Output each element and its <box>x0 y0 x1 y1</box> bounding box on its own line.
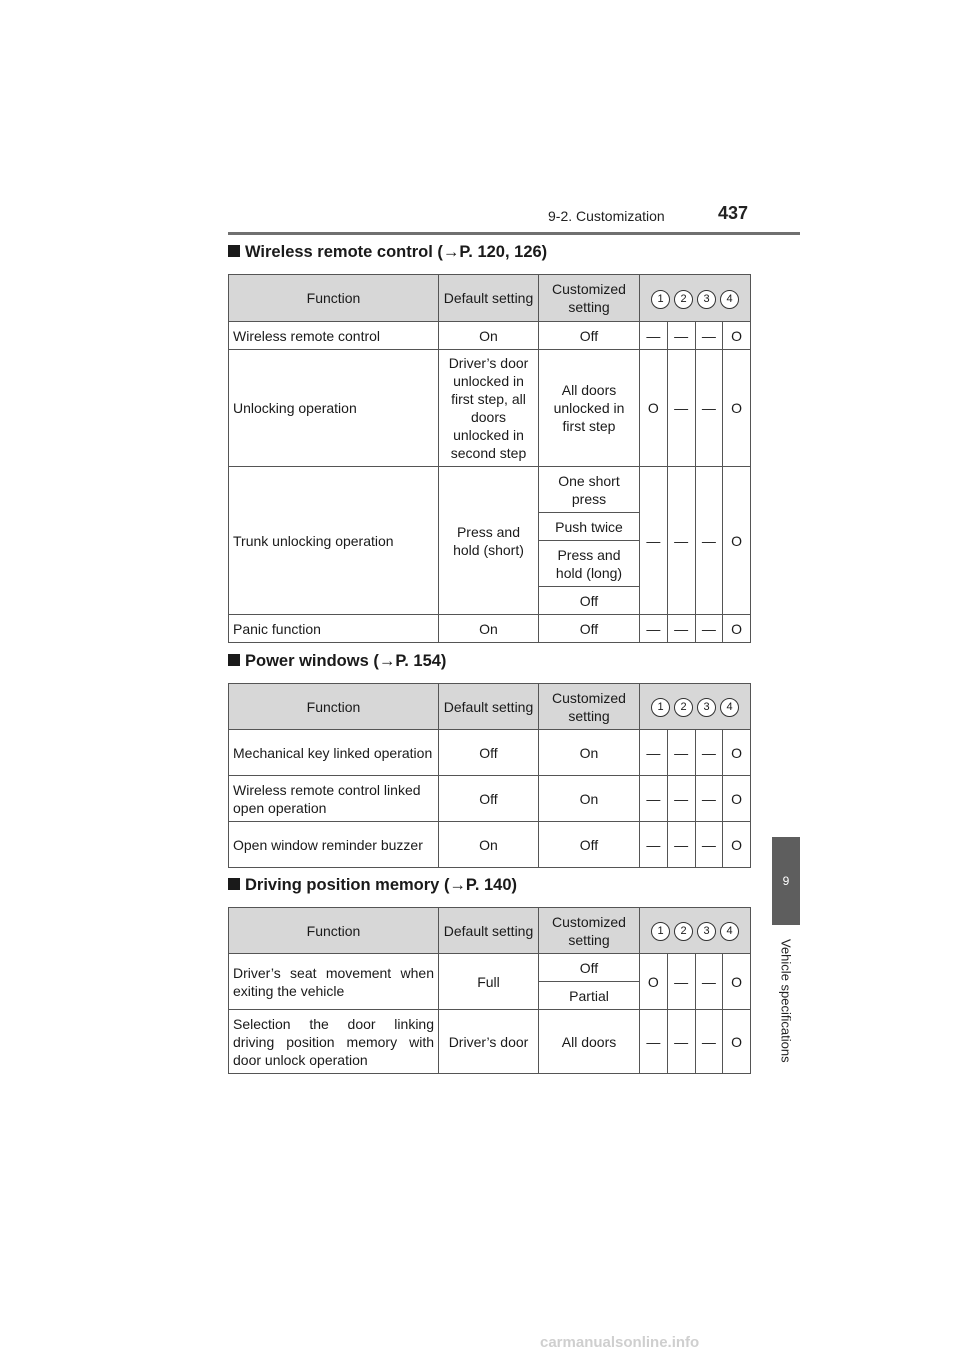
number-3-icon: 3 <box>697 698 716 717</box>
table-row: Driver’s seat movement when exiting the vehicle Full Off O — — O <box>229 954 751 982</box>
header-numbers <box>640 275 751 322</box>
table-row: Unlocking operation Driver’s door unlocked in first step, all doors unlocked in second step All doors unlocked in first step O — — O <box>229 350 751 467</box>
table-row: Wireless remote control On Off — — — O <box>229 322 751 350</box>
table-row: Open window reminder buzzer On Off — — — O <box>229 822 751 868</box>
header-default: Default setting <box>439 908 539 954</box>
table-row: Panic function On Off — — — O <box>229 615 751 643</box>
header-default: Default setting <box>439 684 539 730</box>
number-1-icon: 1 <box>651 290 670 309</box>
header-function: Function <box>229 275 439 322</box>
header-divider <box>228 232 800 235</box>
number-2-icon: 2 <box>674 698 693 717</box>
table-row: Off <box>229 587 751 615</box>
header-customized: Customized setting <box>539 275 640 322</box>
header-numbers <box>640 908 751 954</box>
number-4-icon: 4 <box>720 290 739 309</box>
table-row: Selection the door linking driving position memory with door unlock operation Driver’s door All doors — — — O <box>229 1010 751 1074</box>
bullet-square-icon <box>228 245 240 257</box>
table-row: Trunk unlocking operation Press and hold (short) One short press — — — O <box>229 467 751 513</box>
number-3-icon: 3 <box>697 290 716 309</box>
section-header: 9-2. Customization <box>548 208 665 224</box>
table-row: Wireless remote control linked open operation Off On — — — O <box>229 776 751 822</box>
number-2-icon: 2 <box>674 922 693 941</box>
table-row: Press and hold (long) <box>229 541 751 587</box>
number-1-icon: 1 <box>651 698 670 717</box>
table-row: Push twice <box>229 513 751 541</box>
bullet-square-icon <box>228 654 240 666</box>
header-function: Function <box>229 908 439 954</box>
section-heading-power-windows: Power windows (→P. 154) <box>228 652 446 671</box>
chapter-tab <box>772 837 800 925</box>
number-4-icon: 4 <box>720 922 739 941</box>
power-windows-table <box>228 683 751 868</box>
header-numbers <box>640 684 751 730</box>
header-default: Default setting <box>439 275 539 322</box>
wireless-remote-table <box>228 274 751 643</box>
table-row: Partial <box>229 982 751 1010</box>
header-customized: Customized setting <box>539 684 640 730</box>
section-heading-wireless: Wireless remote control (→P. 120, 126) <box>228 243 547 262</box>
header-function: Function <box>229 684 439 730</box>
number-3-icon: 3 <box>697 922 716 941</box>
driving-memory-table <box>228 907 751 1074</box>
number-4-icon: 4 <box>720 698 739 717</box>
table-header-row <box>229 275 751 322</box>
chapter-title: Vehicle specifications <box>778 939 794 1063</box>
chapter-number: 9 <box>782 874 790 888</box>
chapter-label <box>774 930 798 1072</box>
section-heading-driving-memory: Driving position memory (→P. 140) <box>228 876 517 895</box>
number-1-icon: 1 <box>651 922 670 941</box>
bullet-square-icon <box>228 878 240 890</box>
table-header-row <box>229 684 751 730</box>
number-2-icon: 2 <box>674 290 693 309</box>
table-header-row <box>229 908 751 954</box>
page-number: 437 <box>718 203 749 223</box>
header-customized: Customized setting <box>539 908 640 954</box>
watermark: carmanualsonline.info <box>540 1334 700 1351</box>
table-row: Mechanical key linked operation Off On — — — O <box>229 730 751 776</box>
